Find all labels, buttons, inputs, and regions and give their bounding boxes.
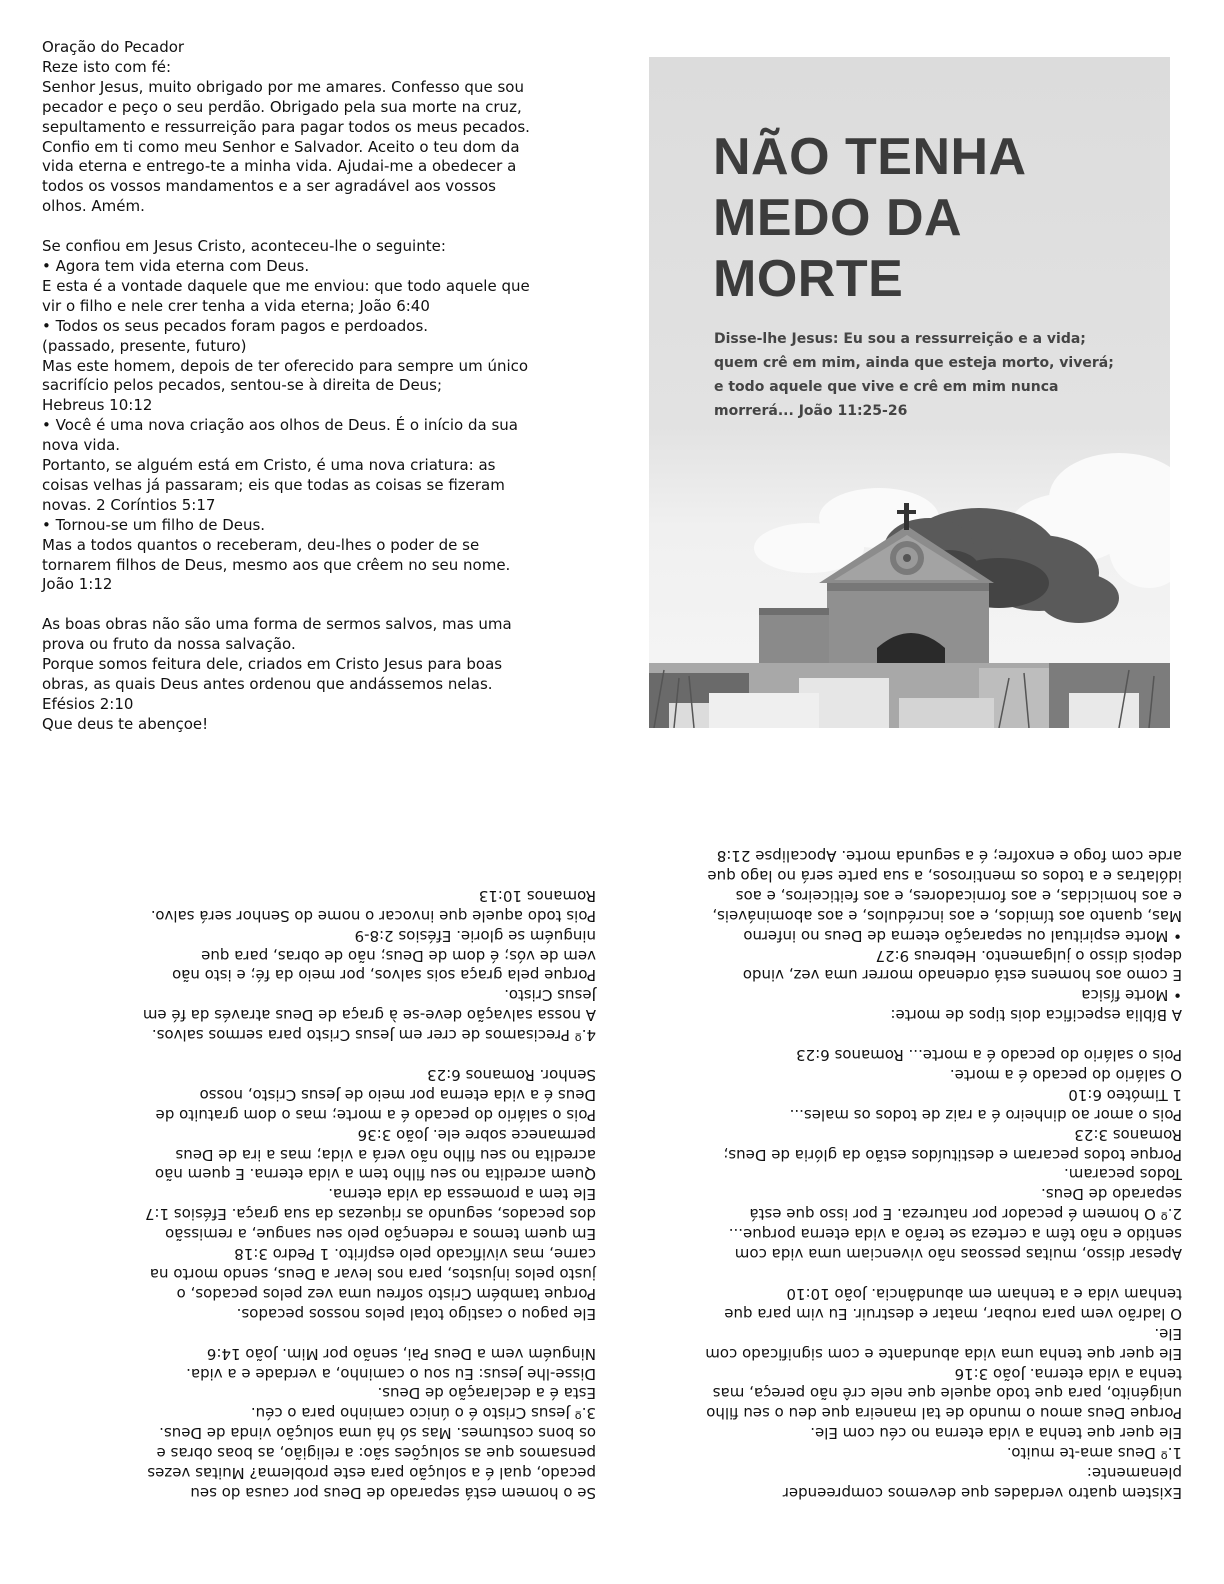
salvation-text-panel: Se o homem está separado de Deus por causa do seu pecado, qual é a solução para este problema? Muitas vezes pensamos que as soluções são: a religião, as boas obras e os bons costumes. Mas só há uma solução vinda de Deus. 3.º Jesus Cristo é o único caminho para o céu. Esta é a declaração de Deus. Disse-lhe Jesus: Eu sou o caminho, a verdade e a vida. Ninguém vem a Deus Pai, senão por Mim. João 14:6 Ele pagou o castigo total pelos nossos pecados. Porque também Cristo sofreu uma vez pelos pecados, o justo pelos injustos, para nos levar a Deus, sendo morto na carne, mas vivificado pelo espírito. 1 Pedro 3:18 Em quem temos a redenção pelo seu sangue, a remissão dos pecados, segundo as riquezas da sua graça. Efésios 1:7 Ele tem a promessa da vida eterna. Quem acredita no seu filho tem a vida eterna. E quem não acredita no seu filho não verá a vida; mas a ira de Deus permanece sobre ele. João 3:36 Pois o salário do pecado é a morte; mas o dom gratuito de Deus é a vida eterna por meio de Jesus Cristo, nosso Senhor. Romanos 6:23 4.º Precisamos de crer em Jesus Cristo para sermos salvos. A nossa salvação deve-se à graça de Deus através da fé em Jesus Cristo. Porque pela graça sois salvos, por meio da fé; e isto não vem de vós; é dom de Deus; não de obras, para que ninguém se glorie. Efésios 2:8-9 Pois todo aquele que invocar o nome do Senhor será salvo. Romanos 10:13: [142, 886, 596, 1502]
cover-verse: Disse-lhe Jesus: Eu sou a ressurreição e a vida; quem crê em mim, ainda que esteja morto, viverá; e todo aquele que vive e crê em mim nunca morrerá... João 11:25-26: [714, 331, 1114, 419]
cover-title-line-2: MEDO DA: [713, 189, 963, 247]
cover-title: [713, 127, 1153, 310]
cover-title-line-3: MORTE: [713, 250, 904, 308]
cover-title-line-1: NÃO TENHA: [713, 128, 1027, 186]
chapel-cemetery-photo: [649, 408, 1170, 728]
prayer-text-panel: Oração do Pecador Reze isto com fé: Senhor Jesus, muito obrigado por me amares. Confesso que sou pecador e peço o seu perdão. Obrigado pela sua morte na cruz, sepultamento e ressurreição para pagar todos os meus pecados. Confio em ti como meu Senhor e Salvador. Aceito o teu dom da vida eterna e entrego-te a minha vida. Ajudai-me a obedecer a todos os vossos mandamentos e a ser agradável aos vossos olhos. Amém. Se confiou em Jesus Cristo, aconteceu-lhe o seguinte: • Agora tem vida eterna com Deus. E esta é a vontade daquele que me enviou: que todo aquele que vir o filho e nele crer tenha a vida eterna; João 6:40 • Todos os seus pecados foram pagos e perdoados. (passado, presente, futuro) Mas este homem, depois de ter oferecido para sempre um único sacrifício pelos pecados, sentou-se à direita de Deus; Hebreus 10:12 • Você é uma nova criação aos olhos de Deus. É o início da sua nova vida. Portanto, se alguém está em Cristo, é uma nova criatura: as coisas velhas já passaram; eis que todas as coisas se fizeram novas. 2 Coríntios 5:17 • Tornou-se um filho de Deus. Mas a todos quantos o receberam, deu-lhes o poder de se tornarem filhos de Deus, mesmo aos que crêem no seu nome. João 1:12 As boas obras não são uma forma de sermos salvos, mas uma prova ou fruto da nossa salvação. Porque somos feitura dele, criados em Cristo Jesus para boas obras, as quais Deus antes ordenou que andássemos nelas. Efésios 2:10 Que deus te abençoe!: [42, 38, 530, 733]
four-truths-text-panel: Existem quatro verdades que devemos compreender plenamente: 1.º Deus ama-te muito. Ele quer que tenha a vida eterna no céu com Ele. Porque Deus amou o mundo de tal maneira que deu o seu filho unigénito, para que todo aquele que nele crê não pereça, mas tenha a vida eterna. João 3:16 Ele quer que tenha uma vida abundante e com significado com Ele. O ladrão vem para roubar, matar e destruir. Eu vim para que tenham vida e a tenham em abundância. João 10:10 Apesar disso, muitas pessoas não vivenciam uma vida com sentido e não têm a certeza se terão a vida eterna porque... 2.º O homem é pecador por natureza. E por isso que está separado de Deus. Todos pecaram. Porque todos pecaram e destituídos estão da glória de Deus; Romanos 3:23 Pois o amor ao dinheiro é a raiz de todos os males... 1 Timóteo 6:10 O salário do pecado é a morte. Pois o salário do pecado é a morte... Romanos 6:23 A Bíblia especifica dois tipos de morte: • Morte física E como aos homens está ordenado morrer uma vez, vindo depois disso o julgamento. Hebreus 9:27 • Morte espiritual ou separação eterna de Deus no inferno Mas, quanto aos tímidos, e aos incrédulos, e aos abomináveis, e aos homicidas, e aos fornicadores, e aos feiticeiros, e aos idólatras e a todos os mentirosos, a sua parte será no lago que arde com fogo e enxofre; é a segunda morte. Apocalipse 21:8: [705, 847, 1182, 1502]
cover-panel: [649, 57, 1170, 728]
